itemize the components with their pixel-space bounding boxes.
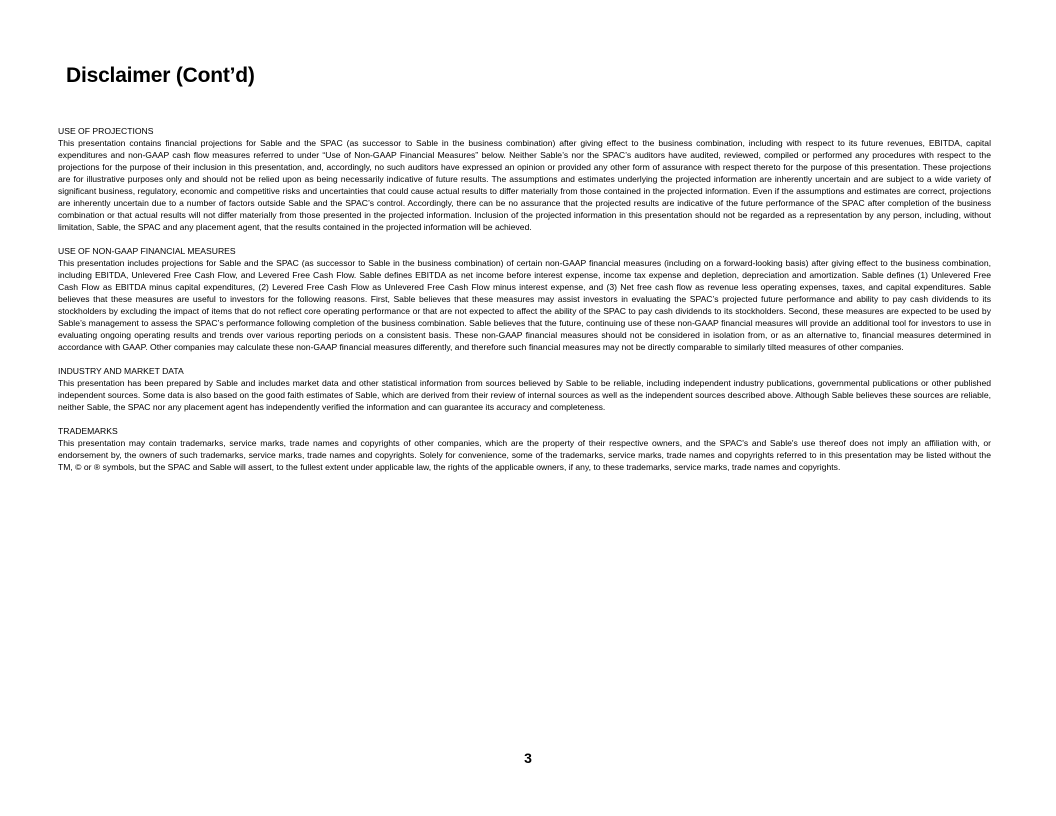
section-heading: USE OF PROJECTIONS bbox=[58, 126, 154, 136]
section-use-of-projections bbox=[58, 125, 991, 233]
section-heading: INDUSTRY AND MARKET DATA bbox=[58, 366, 184, 376]
section-heading: TRADEMARKS bbox=[58, 426, 118, 436]
disclaimer-content bbox=[58, 125, 991, 485]
section-industry-market-data bbox=[58, 365, 991, 413]
page-title: Disclaimer (Cont’d) bbox=[66, 64, 255, 87]
section-trademarks bbox=[58, 425, 991, 473]
section-body: This presentation includes projections for Sable and the SPAC (as successor to Sable in the business combination) of certain non-GAAP financial measures (including on a forward-looking basis) after giving effect to the business combination, including EBITDA, Unlevered Free Cash Flow, and Levered Free Cash Flow. Sable defines EBITDA as net income before interest expense, income tax expense and depletion, depreciation and amortization. Sable defines (1) Unlevered Free Cash Flow as EBITDA minus capital expenditures, (2) Levered Free Cash Flow as Unlevered Free Cash Flow minus interest expense, and (3) Net free cash flow as revenue less operating expenses, taxes, and capital expenditures. Sable believes that these measures are useful to investors for the following reasons. First, Sable believes that these measures may assist investors in evaluating the SPAC’s projected future performance and ability to pay cash dividends to its stockholders by excluding the impact of items that do not reflect core operating performance or that are not expected to affect the ability of the SPAC to pay cash dividends to its stockholders. Second, these measures are expected to be used by Sable’s management to assess the SPAC’s performance following completion of the business combination. Sable believes that the future, continuing use of these non-GAAP financial measures will provide an additional tool for investors to use in evaluating ongoing operating results and trends over various reporting periods on a consistent basis. These non-GAAP financial measures should not be considered in isolation from, or as an alternative to, financial measures determined in accordance with GAAP. Other companies may calculate these non-GAAP financial measures differently, and therefore such financial measures may not be directly comparable to similarly tilted measures of other companies. bbox=[58, 258, 991, 352]
page-number: 3 bbox=[524, 750, 532, 766]
section-body: This presentation has been prepared by Sable and includes market data and other statistical information from sources believed by Sable to be reliable, including independent industry publications, governmental publications or other published independent sources. Some data is also based on the good faith estimates of Sable, which are derived from their review of internal sources as well as the independent sources described above. Although Sable believes these sources are reliable, neither Sable, the SPAC nor any placement agent has independently verified the information and can guarantee its accuracy and completeness. bbox=[58, 378, 991, 412]
section-non-gaap-measures bbox=[58, 245, 991, 353]
section-body: This presentation contains financial projections for Sable and the SPAC (as successor to Sable in the business combination) after giving effect to the business combination, including with respect to its future revenues, EBITDA, capital expenditures and non-GAAP cash flow measures referred to under “Use of Non-GAAP Financial Measures” below. Neither Sable’s nor the SPAC’s auditors have audited, reviewed, compiled or performed any procedures with respect to the projections for the purpose of their inclusion in this presentation, and, accordingly, no such auditors have expressed an opinion or provided any other form of assurance with respect thereto for the purpose of this presentation. These projections are for illustrative purposes only and should not be relied upon as being necessarily indicative of future results. The assumptions and estimates underlying the projected information are inherently uncertain and are subject to a wide variety of significant business, regulatory, economic and competitive risks and uncertainties that could cause actual results to differ materially from those contained in the projected information. Even if the assumptions and estimates are correct, projections are inherently uncertain due to a number of factors outside Sable and the SPAC’s control. Accordingly, there can be no assurance that the projected results are indicative of the future performance of the SPAC after completion of the business combination or that actual results will not differ materially from those presented in the projected information. Inclusion of the projected information in this presentation should not be regarded as a representation by any person, including, without limitation, Sable, the SPAC and any placement agent, that the results contained in the projected information will be achieved. bbox=[58, 138, 991, 232]
section-body: This presentation may contain trademarks, service marks, trade names and copyrights of other companies, which are the property of their respective owners, and the SPAC's and Sable's use thereof does not imply an affiliation with, or endorsement by, the owners of such trademarks, service marks, trade names and copyrights. Solely for convenience, some of the trademarks, service marks, trade names and copyrights referred to in this presentation may be listed without the TM, © or ® symbols, but the SPAC and Sable will assert, to the fullest extent under applicable law, the rights of the applicable owners, if any, to these trademarks, service marks, trade names and copyrights. bbox=[58, 438, 991, 472]
section-heading: USE OF NON-GAAP FINANCIAL MEASURES bbox=[58, 246, 236, 256]
